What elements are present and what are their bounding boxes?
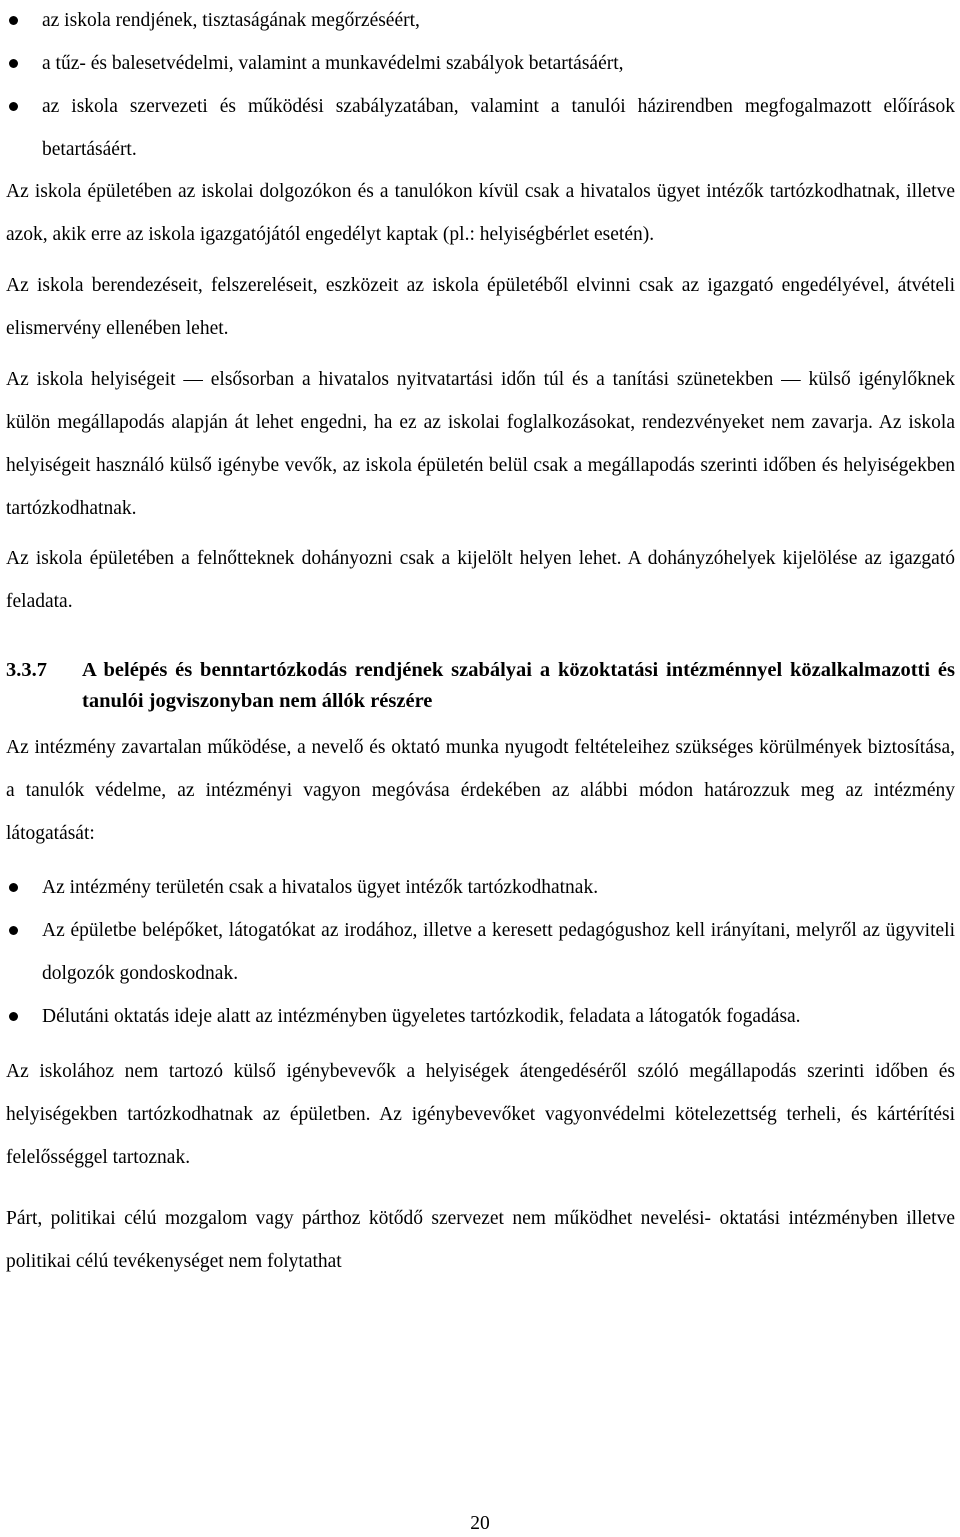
section-intro: Az intézmény zavartalan működése, a nevelő és oktató munka nyugodt feltételeihez szükséges körülmények biztosítása, a tanulók védelme, az intézményi vagyon megóvása érdekében az alábbi módon határozzuk meg az intézmény látogatását: [6,737,955,844]
bullet-icon [9,883,18,892]
list-item-text: az iskola rendjének, tisztaságának megőrzéséért, [42,10,420,31]
list-item-text: Az épületbe belépőket, látogatókat az irodához, illetve a keresett pedagógushoz kell irányítani, melyről az ügyviteli dolgozók gondoskodnak. [42,920,955,984]
list-item [6,0,955,42]
section-number: 3.3.7 [6,659,47,681]
top-bullet-list [6,0,955,171]
paragraph: Az iskola helyiségeit ― elsősorban a hivatalos nyitvatartási időn túl és a tanítási szünetekben ― külső igénylőknek külön megállapodás alapján át lehet engedni, ha ez az iskolai foglalkozásokat, rendezvényeket nem zavarja. Az iskola helyiségeit használó külső igénybe vevők, az iskola épületén belül csak a megállapodás szerinti időben és helyiségekben tartózkodhatnak. [6,369,955,519]
section-heading [6,655,955,717]
list-item-text: a tűz- és balesetvédelmi, valamint a munkavédelmi szabályok betartásáért, [42,53,624,74]
bullet-icon [9,102,18,111]
list-item-text: az iskola szervezeti és működési szabályzatában, valamint a tanulói házirendben megfogalmazott előírások betartásáért. [42,96,955,160]
paragraph: Az iskola épületében a felnőtteknek dohányozni csak a kijelölt helyen lehet. A dohányzóhelyek kijelölése az igazgató feladata. [6,548,955,612]
list-item-text: Az intézmény területén csak a hivatalos ügyet intézők tartózkodhatnak. [42,877,599,898]
list-item [6,909,955,995]
list-item [6,866,955,909]
bullet-icon [9,16,18,25]
list-item-text: Délutáni oktatás ideje alatt az intézményben ügyeletes tartózkodik, feladata a látogatók fogadása. [42,1006,801,1027]
paragraph: Az iskola épületében az iskolai dolgozókon és a tanulókon kívül csak a hivatalos ügyet intézők tartózkodhatnak, illetve azok, akik erre az iskola igazgatójától engedélyt kaptak (pl.: helyiségbérlet esetén). [6,181,955,245]
list-item [6,42,955,85]
section-title: A belépés és benntartózkodás rendjének szabályai a közoktatási intézménnyel közalkalmazotti és tanulói jogviszonyban nem állók részére [82,659,955,712]
bullet-icon [9,1012,18,1021]
bullet-icon [9,926,18,935]
paragraph: Az iskolához nem tartozó külső igénybevevők a helyiségek átengedéséről szóló megállapodás szerinti időben és helyiségekben tartózkodhatnak az épületben. Az igénybevevőket vagyonvédelmi kötelezettség terheli, és kártérítési felelősséggel tartoznak. [6,1061,955,1168]
list-item [6,85,955,171]
list-item [6,995,955,1038]
page-number: 20 [470,1513,490,1534]
bullet-icon [9,59,18,68]
document-page [6,0,955,1283]
paragraph: Párt, politikai célú mozgalom vagy párthoz kötődő szervezet nem működhet nevelési- oktatási intézményben illetve politikai célú tevékenységet nem folytathat [6,1208,955,1272]
paragraph: Az iskola berendezéseit, felszereléseit, eszközeit az iskola épületéből elvinni csak az igazgató engedélyével, átvételi elismervény ellenében lehet. [6,275,955,339]
section-bullet-list [6,866,955,1038]
